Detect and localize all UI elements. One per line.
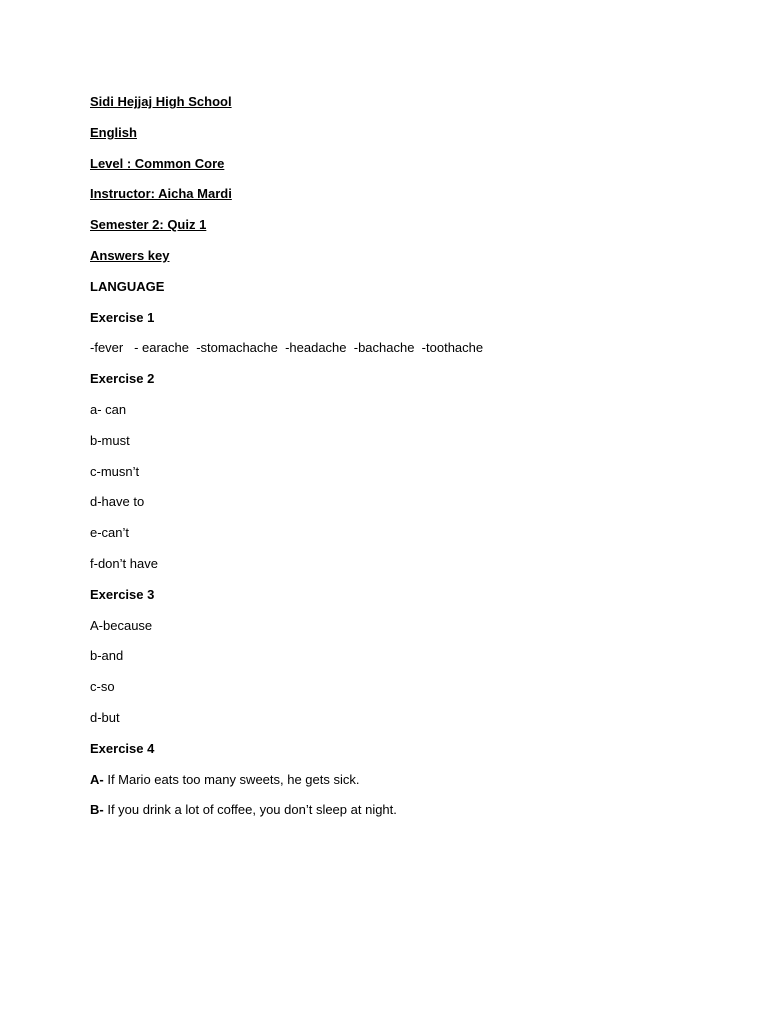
exercise4-marker: A-	[90, 771, 104, 787]
exercise3-item: b-and	[90, 648, 124, 664]
exercise3-item: d-but	[90, 709, 120, 725]
subject: English	[90, 124, 137, 140]
exercise2-item: f-don’t have	[90, 555, 158, 571]
semester: Semester 2: Quiz 1	[90, 217, 207, 233]
exercise3-title: Exercise 3	[90, 586, 155, 602]
school-name: Sidi Hejjaj High School	[90, 94, 232, 109]
exercise1-answer: -fever - earache -stomachache -headache -bachache -toothache	[90, 340, 484, 356]
exercise2-item: a- can	[90, 401, 127, 417]
exercise4-title: Exercise 4	[90, 740, 155, 756]
exercise2-item: c-musn’t	[90, 463, 140, 479]
exercise3-item: A-because	[90, 617, 153, 633]
document-page	[90, 92, 710, 831]
exercise2-title: Exercise 2	[90, 371, 155, 387]
exercise2-item: b-must	[90, 432, 130, 448]
level: Level : Common Core	[90, 155, 225, 171]
answers-key-title: Answers key	[90, 247, 170, 263]
exercise4-text: If you drink a lot of coffee, you don’t sleep at night.	[103, 802, 397, 818]
exercise2-item: e-can’t	[90, 525, 130, 541]
exercise4-item	[90, 800, 710, 831]
section-title: LANGUAGE	[90, 278, 165, 294]
exercise4-item	[90, 770, 710, 801]
exercise3-item: c-so	[90, 679, 115, 695]
exercise1-title: Exercise 1	[90, 309, 155, 325]
exercise2-item: d-have to	[90, 494, 145, 510]
instructor: Instructor: Aicha Mardi	[90, 186, 232, 202]
exercise4-text: If Mario eats too many sweets, he gets sick.	[103, 771, 360, 787]
exercise4-marker: B-	[90, 802, 104, 818]
